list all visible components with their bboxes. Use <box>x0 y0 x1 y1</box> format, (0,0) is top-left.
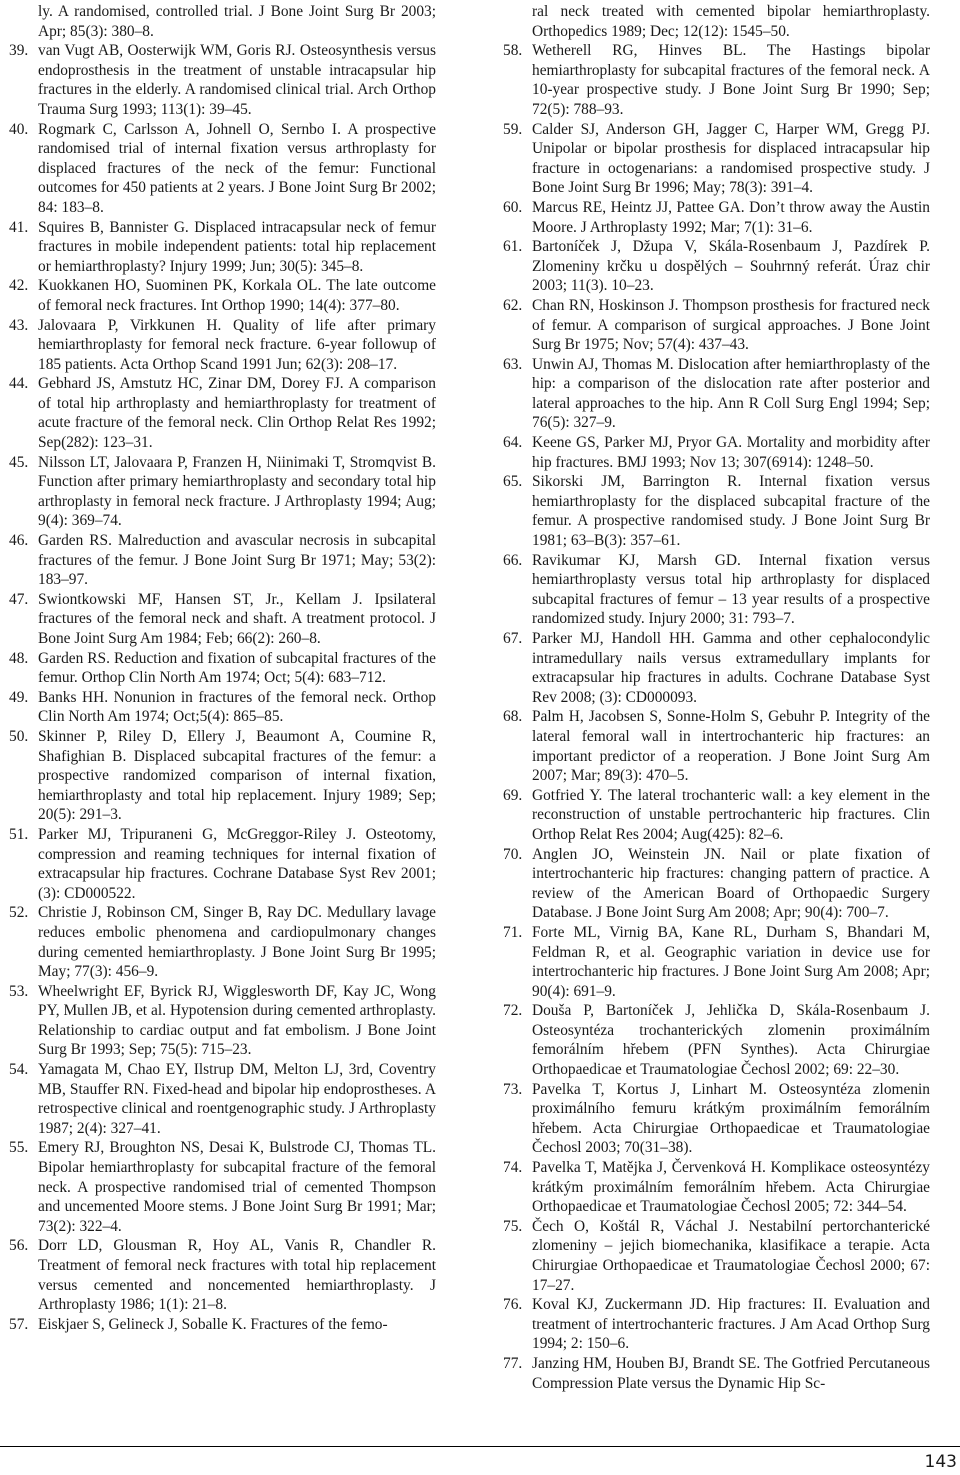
reference-text: Yamagata M, Chao EY, Ilstrup DM, Melton LJ, 3rd, Coventry MB, Stauffer RN. Fixed-head and bipolar hip endoprostheses. A retrospective clinical and roentgenographic study. J Arthroplasty 1987; 2(4): 327–41. <box>38 1061 436 1137</box>
reference-entry <box>9 374 436 452</box>
reference-text: Garden RS. Reduction and fixation of subcapital fractures of the femur. Orthop Clin North Am 1974; Oct; 5(4): 683–712. <box>38 649 436 687</box>
reference-entry <box>503 1295 930 1354</box>
reference-text: Wetherell RG, Hinves BL. The Hastings bipolar hemiarthroplasty for subcapital fractures of the femoral neck. A 10-year prospective study. J Bone Joint Surg Br 1990; Sep; 72(5): 788–93. <box>532 42 930 118</box>
reference-text: Parker MJ, Tripuraneni G, McGreggor-Riley J. Osteotomy, compression and reaming techniques for internal fixation of extracapsular hip fractures. Cochrane Database Syst Rev 2001; (3): CD000522. <box>38 825 436 902</box>
reference-text: Nilsson LT, Jalovaara P, Franzen H, Niinimaki T, Stromqvist B. Function after primary hemiarthroplasty and secondary total hip arthroplasty in femoral neck fracture. J Arthroplasty 1994; Aug; 9(4): 369–74. <box>38 453 436 530</box>
reference-number: 45. <box>9 453 29 471</box>
reference-text: Chan RN, Hoskinson J. Thompson prosthesis for fractured neck of femur. A comparison of surgical approaches. J Bone Joint Surg Br 1975; Nov; 57(4): 437–43. <box>532 296 930 354</box>
reference-text: Eiskjaer S, Gelineck J, Soballe K. Fractures of the femo- <box>38 1315 388 1333</box>
reference-entry <box>503 786 930 845</box>
reference-number: 75. <box>503 1217 523 1235</box>
reference-number: 56. <box>9 1237 29 1255</box>
reference-number: 57. <box>9 1315 29 1333</box>
reference-number: 58. <box>503 42 523 60</box>
reference-text: Skinner P, Riley D, Ellery J, Beaumont A, Coumine R, Shafighian B. Displaced subcapital fractures of the femur: a prospective randomized comparison of internal fixation, hemiarthroplasty and total hip replacement. Injury 1989; Sep; 20(5): 291–3. <box>38 727 436 824</box>
reference-entry <box>9 982 436 1060</box>
reference-text: Čech O, Koštál R, Váchal J. Nestabilní pertorchanterické zlomeniny – jejich biomechanika, klasifikace a terapie. Acta Chirurgiae Orthopaedicae et Traumatologiae Čechosl 2000; 67: 17–27. <box>532 1217 930 1294</box>
reference-entry <box>503 237 930 296</box>
reference-text: Janzing HM, Houben BJ, Brandt SE. The Gotfried Percutaneous Compression Plate versus the Dynamic Hip Sc- <box>532 1354 930 1392</box>
reference-text: Koval KJ, Zuckermann JD. Hip fractures: II. Evaluation and treatment of intertrochanteric fractures. J Am Acad Orthop Surg 1994; 2: 150–6. <box>532 1296 930 1353</box>
reference-number: 52. <box>9 904 29 922</box>
footer-divider <box>0 1446 960 1447</box>
reference-number: 41. <box>9 218 29 236</box>
reference-entry <box>503 845 930 923</box>
reference-number: 46. <box>9 532 29 550</box>
reference-text: Palm H, Jacobsen S, Sonne-Holm S, Gebuhr P. Integrity of the lateral femoral wall in intertrochanteric hip fractures: an important predictor of a reoperation. J Bone Joint Surg Am 2007; Mar; 89(3): 470–5. <box>532 708 930 785</box>
reference-number: 55. <box>9 1139 29 1157</box>
reference-entry <box>9 453 436 531</box>
reference-number: 44. <box>9 375 29 393</box>
reference-entry <box>9 1060 436 1138</box>
reference-text: Kuokkanen HO, Suominen PK, Korkala OL. The late outcome of femoral neck fractures. Int Orthop 1990; 14(4): 377–80. <box>38 277 436 314</box>
reference-number: 49. <box>9 688 29 706</box>
reference-continuation: ral neck treated with cemented bipolar hemiarthroplasty. Orthopedics 1989; Dec; 12(12): 1545–50. <box>532 3 930 40</box>
reference-number: 73. <box>503 1080 523 1098</box>
reference-number: 51. <box>9 825 29 843</box>
reference-number: 68. <box>503 708 523 726</box>
reference-column-right <box>503 2 930 1393</box>
reference-text: Swiontkowski MF, Hansen ST, Jr., Kellam J. Ipsilateral fractures of the femoral neck and shaft. A treatment protocol. J Bone Joint Surg Am 1984; Feb; 66(2): 260–8. <box>38 590 436 647</box>
reference-text: Wheelwright EF, Byrick RJ, Wigglesworth DF, Kay JC, Wong PY, Mullen JB, et al. Hypotension during cemented arthroplasty. Relationship to cardiac output and fat embolism. J Bone Joint Surg Br 1993; Sep; 75(5): 715–23. <box>38 982 436 1059</box>
reference-text: Squires B, Bannister G. Displaced intracapsular neck of femur fractures in mobile independent patients: total hip replacement or hemiarthroplasty? Injury 1999; Jun; 30(5): 345–8. <box>38 218 436 275</box>
reference-entry <box>9 825 436 903</box>
reference-number: 65. <box>503 473 523 491</box>
reference-entry <box>503 707 930 785</box>
reference-number: 54. <box>9 1061 29 1079</box>
page-number: 143 <box>924 1452 957 1472</box>
reference-text: Bartoníček J, Džupa V, Skála-Rosenbaum J, Pazdírek P. Zlomeniny krčku u dospělých – Souhrnný referát. Úraz chir 2003; 11(3). 10–23. <box>532 238 930 295</box>
reference-text: Emery RJ, Broughton NS, Desai K, Bulstrode CJ, Thomas TL. Bipolar hemiarthroplasty for subcapital fracture of the femoral neck. A prospective randomised trial of cemented Thompson and uncemented Moore stems. J Bone Joint Surg Br 1991; Mar; 73(2): 322–4. <box>38 1139 436 1235</box>
reference-entry <box>503 41 930 119</box>
reference-number: 40. <box>9 120 29 138</box>
reference-number: 50. <box>9 727 29 745</box>
reference-entry <box>9 276 436 315</box>
reference-entry <box>503 1001 930 1079</box>
reference-number: 42. <box>9 277 29 295</box>
reference-number: 39. <box>9 42 29 60</box>
reference-number: 63. <box>503 355 523 373</box>
reference-entry <box>503 1158 930 1217</box>
reference-entry <box>9 727 436 825</box>
reference-number: 67. <box>503 630 523 647</box>
reference-number: 62. <box>503 296 523 314</box>
reference-number: 53. <box>9 982 29 1000</box>
reference-number: 47. <box>9 590 29 608</box>
reference-number: 77. <box>503 1354 523 1372</box>
reference-text: Pavelka T, Kortus J, Linhart M. Osteosyntéza zlomenin proximálního femuru krátkým proximálním femorálním hřebem. Acta Chirurgiae Orthopaedicae et Traumatologiae Čechosl 2003; 70(31–38). <box>532 1080 930 1157</box>
reference-text: Gebhard JS, Amstutz HC, Zinar DM, Dorey FJ. A comparison of total hip arthroplasty and hemiarthroplasty for treatment of acute fracture of the femoral neck. Clin Orthop Relat Res 1992; Sep(282): 123–31. <box>38 375 436 452</box>
reference-number: 71. <box>503 923 523 941</box>
reference-text: Dorr LD, Glousman R, Hoy AL, Vanis R, Chandler R. Treatment of femoral neck fractures with total hip replacement versus cemented and noncemented hemiarthroplasty. J Arthroplasty 1986; 1(1): 21–8. <box>38 1237 436 1314</box>
reference-number: 60. <box>503 198 523 216</box>
reference-entry <box>9 1236 436 1314</box>
reference-entry <box>503 551 930 629</box>
reference-number: 70. <box>503 845 523 863</box>
reference-text: Anglen JO, Weinstein JN. Nail or plate fixation of intertrochanteric hip fractures: changing pattern of practice. A review of the American Board of Orthopaedic Surgery Database. J Bone Joint Surg Am 2008; Apr; 90(4): 700–7. <box>532 845 930 922</box>
reference-entry <box>503 198 930 237</box>
reference-text: Keene GS, Parker MJ, Pryor GA. Mortality and morbidity after hip fractures. BMJ 1993; Nov 13; 307(6914): 1248–50. <box>532 434 930 471</box>
reference-entry <box>9 531 436 590</box>
reference-number: 74. <box>503 1159 523 1177</box>
reference-text: Pavelka T, Matějka J, Červenková H. Komplikace osteosyntézy krátkým proximálním femorálním hřebem. Acta Chirurgiae Orthopaedicae et Traumatologiae Čechosl 2005; 72: 344–54. <box>532 1159 930 1216</box>
reference-entry <box>503 1354 930 1393</box>
reference-column-left <box>9 2 436 1334</box>
reference-text: Rogmark C, Carlsson A, Johnell O, Sernbo I. A prospective randomised trial of internal fixation versus arthroplasty for displaced fractures of the neck of the femur: Functional outcomes for 450 patients at 2 years. J Bone Joint Surg Br 2002; 84: 183–8. <box>38 120 436 216</box>
reference-entry <box>503 472 930 550</box>
reference-number: 59. <box>503 120 523 138</box>
reference-entry <box>503 629 930 707</box>
reference-entry <box>503 355 930 433</box>
reference-number: 61. <box>503 238 523 256</box>
reference-entry <box>503 1080 930 1158</box>
reference-entry <box>9 218 436 277</box>
reference-entry <box>503 1217 930 1295</box>
reference-entry <box>9 1315 436 1335</box>
reference-entry <box>9 316 436 375</box>
reference-text: Douša P, Bartoníček J, Jehlička D, Skála-Rosenbaum J. Osteosyntéza trochanterických zlomenin proximálním femorálním hřebem (PFN Synthes). Acta Chirurgiae Orthopaedicae et Traumatologiae Čechosl 2002; 69: 22–30. <box>532 1002 930 1079</box>
reference-entry <box>9 41 436 119</box>
reference-text: Christie J, Robinson CM, Singer B, Ray DC. Medullary lavage reduces embolic phenomena and cardiopulmonary changes during cemented hemiarthroplasty. J Bone Joint Surg Br 1995; May; 77(3): 456–9. <box>38 904 436 981</box>
reference-text: Jalovaara P, Virkkunen H. Quality of life after primary hemiarthroplasty for femoral neck fracture. 6-year followup of 185 patients. Acta Orthop Scand 1991 Jun; 62(3): 208–17. <box>38 316 436 373</box>
reference-number: 69. <box>503 786 523 804</box>
reference-text: van Vugt AB, Oosterwijk WM, Goris RJ. Osteosynthesis versus endoprosthesis in the treatment of unstable intracapsular hip fractures in the elderly. A randomised clinical trial. Arch Orthop Trauma Surg 1993; 113(1): 39–45. <box>38 42 436 118</box>
reference-entry <box>503 120 930 198</box>
reference-text: Marcus RE, Heintz JJ, Pattee GA. Don’t throw away the Austin Moore. J Arthroplasty 1992; Mar; 7(1): 31–6. <box>532 198 930 236</box>
reference-entry <box>503 923 930 1001</box>
reference-entry <box>9 903 436 981</box>
reference-text: Unwin AJ, Thomas M. Dislocation after hemiarthroplasty of the hip: a comparison of the dislocation rate after posterior and lateral approaches to the hip. Ann R Coll Surg Engl 1994; Sep; 76(5): 327–9. <box>532 355 930 432</box>
reference-text: Calder SJ, Anderson GH, Jagger C, Harper WM, Gregg PJ. Unipolar or bipolar prosthesis for displaced intracapsular hip fracture in octogenarians: a randomised prospective study. J Bone Joint Surg Br 1996; May; 78(3): 391–4. <box>532 120 930 197</box>
reference-entry <box>503 296 930 355</box>
reference-text: Forte ML, Virnig BA, Kane RL, Durham S, Bhandari M, Feldman R, et al. Geographic variation in device use for intertrochanteric hip fractures. J Bone Joint Surg Am 2008; Apr; 90(4): 691–9. <box>532 923 930 1000</box>
reference-text: Gotfried Y. The lateral trochanteric wall: a key element in the reconstruction of unstable pertrochanteric hip fractures. Clin Orthop Relat Res 2004; Aug(425): 82–6. <box>532 786 930 843</box>
reference-number: 72. <box>503 1002 523 1020</box>
reference-entry <box>9 688 436 727</box>
reference-number: 43. <box>9 316 29 334</box>
reference-entry <box>9 1138 436 1236</box>
reference-entry <box>9 120 436 218</box>
reference-continuation: ly. A randomised, controlled trial. J Bone Joint Surg Br 2003; Apr; 85(3): 380–8. <box>38 3 436 40</box>
reference-number: 76. <box>503 1296 523 1314</box>
reference-number: 66. <box>503 551 523 569</box>
reference-text: Parker MJ, Handoll HH. Gamma and other cephalocondylic intramedullary nails versus extramedullary implants for extracapsular hip fractures in adults. Cochrane Database Syst Rev 2008; (3): CD000093. <box>532 630 930 706</box>
reference-text: Banks HH. Nonunion in fractures of the femoral neck. Orthop Clin North Am 1974; Oct;5(4): 865–85. <box>38 688 436 726</box>
reference-text: Ravikumar KJ, Marsh GD. Internal fixation versus hemiarthroplasty versus total hip arthroplasty for displaced subcapital fractures of femur – 13 year results of a prospective randomized study. Injury 2000; 31: 793–7. <box>532 551 930 628</box>
reference-entry <box>9 649 436 688</box>
reference-entry <box>9 590 436 649</box>
reference-text: Sikorski JM, Barrington R. Internal fixation versus hemiarthroplasty for the displaced subcapital fracture of the femur. A prospective randomised study. J Bone Joint Surg Br 1981; 63–B(3): 357–61. <box>532 473 930 550</box>
reference-entry <box>503 433 930 472</box>
reference-number: 48. <box>9 649 29 667</box>
reference-text: Garden RS. Malreduction and avascular necrosis in subcapital fractures of the femur. J Bone Joint Surg Br 1971; May; 53(2): 183–97. <box>38 532 436 589</box>
reference-number: 64. <box>503 434 523 452</box>
